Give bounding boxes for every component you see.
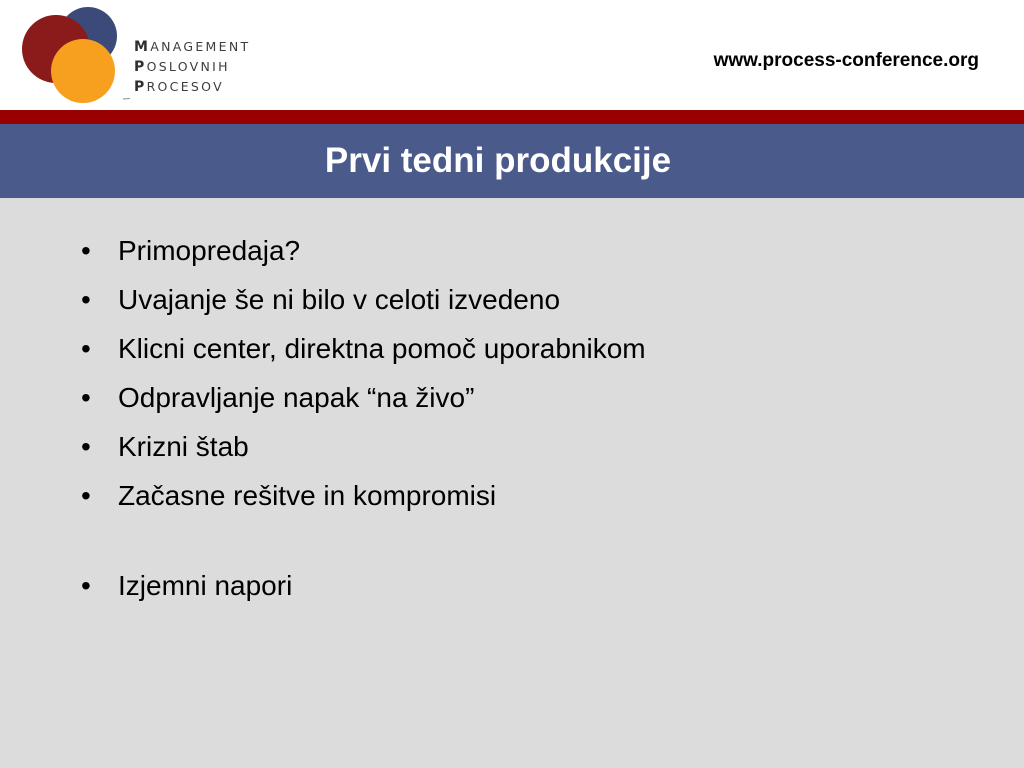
logo-line-3: PROCESOV [134, 79, 224, 95]
slide-header [0, 0, 1024, 110]
bullet-item: • Primopredaja? [75, 226, 646, 275]
logo-line-1: MANAGEMENT [134, 39, 251, 55]
title-bar [0, 124, 1024, 198]
bullet-item: • Odpravljanje napak “na živo” [75, 373, 646, 422]
management-poslovnih-procesov-logo [20, 4, 270, 108]
bullet-item: • Uvajanje še ni bilo v celoti izvedeno [75, 275, 646, 324]
logo-circles-icon [20, 4, 130, 108]
bullet-list [75, 226, 646, 610]
logo-wordmark [134, 37, 250, 97]
header-divider-bar [0, 110, 1024, 124]
bullet-item: • Izjemni napori [75, 561, 646, 610]
conference-url: www.process-conference.org [713, 50, 979, 71]
bullet-item: • Krizni štab [75, 422, 646, 471]
slide-title: Prvi tedni produkcije [324, 141, 672, 180]
bullet-item: • Začasne rešitve in kompromisi [75, 471, 646, 520]
logo-line-2: POSLOVNIH [134, 59, 230, 75]
bullet-item: • Klicni center, direktna pomoč uporabnikom [75, 324, 646, 373]
